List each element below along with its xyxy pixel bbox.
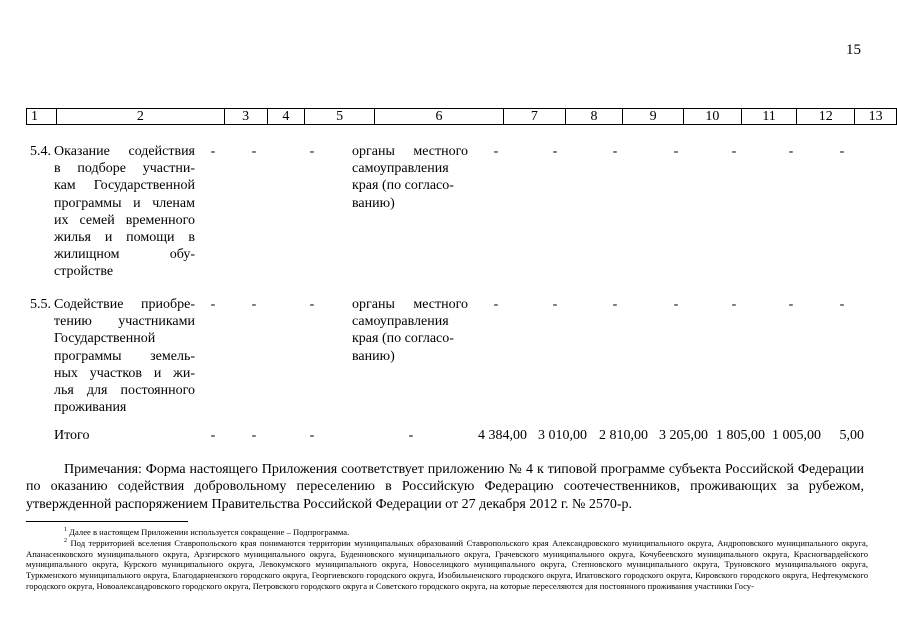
col-header: 8 [565, 109, 623, 125]
col-header: 4 [267, 109, 305, 125]
cell-dash: - [493, 144, 499, 159]
cell-dash: - [251, 144, 257, 159]
page-number: 15 [846, 42, 861, 58]
cell-dash: - [612, 297, 618, 312]
cell-dash: - [210, 297, 216, 312]
col-header: 2 [56, 109, 224, 125]
col-header: 7 [504, 109, 566, 125]
col-header: 12 [797, 109, 855, 125]
cell-dash: - [552, 297, 558, 312]
col-header: 10 [684, 109, 742, 125]
row-responsible: органы местного самоуправления края (по согласо- ванию) [352, 144, 468, 211]
cell-dash: - [493, 297, 499, 312]
cell-dash: - [552, 144, 558, 159]
total-value: 1 005,00 [772, 428, 821, 443]
cell-dash: - [731, 297, 737, 312]
total-value: 3 205,00 [659, 428, 708, 443]
col-header: 13 [855, 109, 897, 125]
cell-dash: - [673, 297, 679, 312]
total-value: 1 805,00 [716, 428, 765, 443]
col-header: 11 [741, 109, 797, 125]
row-number: 5.4. [30, 144, 51, 159]
cell-dash: - [731, 144, 737, 159]
footnote-separator [26, 521, 188, 522]
cell-dash: - [210, 428, 216, 443]
row-description: Оказание содействия в подборе участни- кам Государственной программы и членам их семей временного жилья и помощи в жилищном обу- стройстве [54, 144, 195, 280]
cell-dash: - [251, 297, 257, 312]
cell-dash: - [788, 297, 794, 312]
cell-dash: - [673, 144, 679, 159]
cell-dash: - [309, 144, 315, 159]
col-header: 3 [224, 109, 267, 125]
cell-dash: - [839, 297, 845, 312]
notes-paragraph: Примечания: Форма настоящего Приложения соответствует приложению № 4 к типовой программе субъекта Российской Федерации по оказанию содействия добровольному переселению в Российскую Федерацию соотечественников, проживающих за рубежом, утвержденной распоряжением Правительства Российской Федерации от 27 декабря 2012 г. № 2570-р. [26, 462, 864, 512]
cell-dash: - [251, 428, 257, 443]
cell-dash: - [408, 428, 414, 443]
column-header-row [26, 108, 897, 125]
col-header: 9 [623, 109, 684, 125]
row-description: Содействие приобре- тению участниками Государственной программы земель- ных участков и жи- лья для постоянного проживания [54, 297, 195, 416]
cell-dash: - [839, 144, 845, 159]
col-header: 6 [374, 109, 503, 125]
total-value: 2 810,00 [599, 428, 648, 443]
total-value: 3 010,00 [538, 428, 587, 443]
total-value: 4 384,00 [478, 428, 527, 443]
cell-dash: - [309, 428, 315, 443]
footnote: $^2$ Под территорией вселения Ставропольского края понимаются территории муниципальных образований Ставропольского края Александровского муниципального округа, Андроповского муниципального округа, Апанасенковского муниципального округа, Арзгирского муниципального округа, Буденновского муниципального округа, Грачевского муниципального округа, Кочубеевского муниципального округа, Красногвардейского муниципального округа, Курского муниципального округа, Левокумского муниципального округа, Новоселицкого муниципального округа, Степновского муниципального округа, Труновского муниципального округа, Туркменского муниципального округа, Благодарненского городского округа, Георгиевского городского округа, Изобильненского городского округа, Ипатовского городского округа, Кировского городского округа, Нефтекумского городского округа, Новоалександровского городского округа, Петровского городского округа и Советского городского округа, на которые переселяются для постоянного проживания участники Госу- [26, 537, 869, 591]
total-label: Итого [54, 428, 90, 443]
row-number: 5.5. [30, 297, 51, 312]
col-header: 1 [27, 109, 57, 125]
cell-dash: - [309, 297, 315, 312]
cell-dash: - [612, 144, 618, 159]
row-responsible: органы местного самоуправления края (по согласо- ванию) [352, 297, 468, 364]
total-value: 5,00 [839, 428, 864, 443]
col-header: 5 [305, 109, 375, 125]
cell-dash: - [788, 144, 794, 159]
footnote: $^1$ Далее в настоящем Приложении используется сокращение – Подпрограмма. [64, 526, 350, 537]
cell-dash: - [210, 144, 216, 159]
